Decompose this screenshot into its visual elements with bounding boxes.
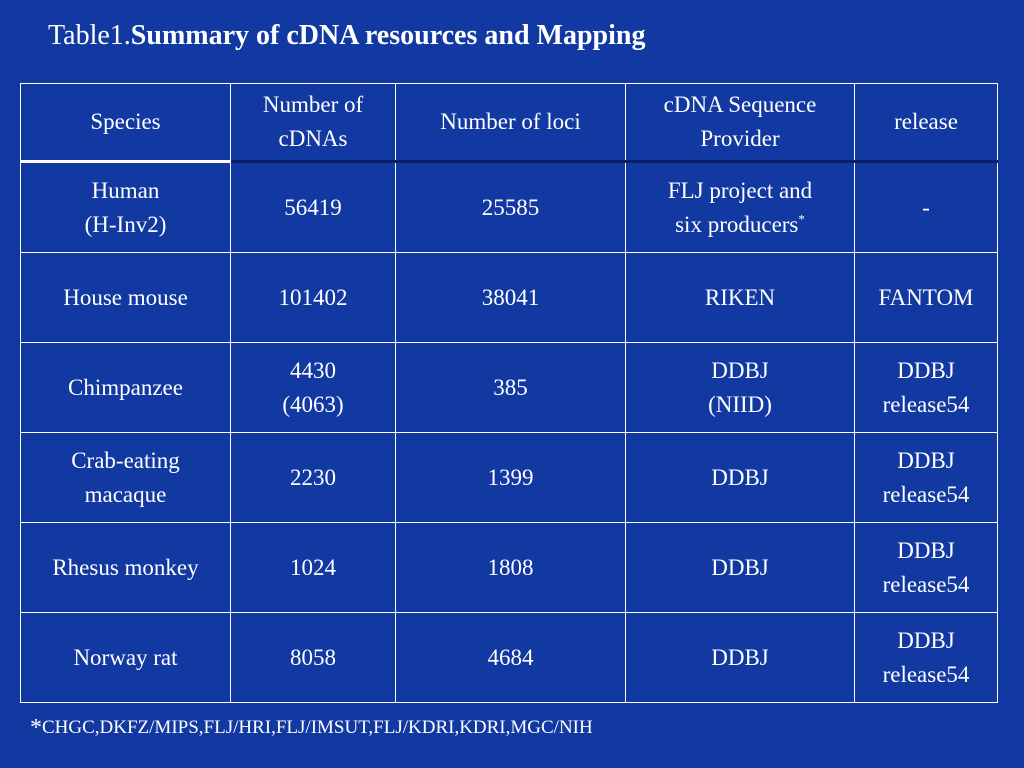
footnote-marker: * xyxy=(30,715,42,741)
footnote xyxy=(30,714,593,742)
header-number-of-loci xyxy=(396,84,626,162)
cell-loci xyxy=(396,433,626,523)
cell-text: 1808 xyxy=(487,554,534,580)
cell-release-line xyxy=(859,534,993,568)
summary-table xyxy=(20,83,998,703)
table-row xyxy=(21,433,998,523)
cell-provider-line xyxy=(630,461,850,495)
page-title xyxy=(48,18,645,54)
cell-text: release54 xyxy=(882,571,970,597)
cell-cdnas xyxy=(231,433,396,523)
cell-release-line xyxy=(859,658,993,692)
cell-text: (4063) xyxy=(282,391,344,417)
header-number-of-loci-line: Number of loci xyxy=(440,109,581,134)
cell-text: Chimpanzee xyxy=(68,374,183,400)
cell-text: 38041 xyxy=(481,284,540,310)
cell-species-line xyxy=(25,208,226,242)
cell-provider-line xyxy=(630,281,850,315)
cell-species xyxy=(21,433,231,523)
cell-loci-line xyxy=(400,371,621,405)
cell-loci xyxy=(396,253,626,343)
cell-release xyxy=(855,433,998,523)
cell-provider-line xyxy=(630,388,850,422)
cell-text: DDBJ xyxy=(897,537,955,563)
cell-text: 1024 xyxy=(290,554,336,580)
cell-loci xyxy=(396,343,626,433)
cell-provider-line xyxy=(630,641,850,675)
cell-cdnas-line xyxy=(235,191,391,225)
cell-text: FLJ project and xyxy=(667,177,813,203)
cell-species-line xyxy=(25,281,226,315)
cell-cdnas-line xyxy=(235,388,391,422)
footnote-text: CHGC,DKFZ/MIPS,FLJ/HRI,FLJ/IMSUT,FLJ/KDRI,KDRI,MGC/NIH xyxy=(42,717,593,738)
cell-loci xyxy=(396,162,626,253)
cell-provider xyxy=(626,523,855,613)
cell-species xyxy=(21,523,231,613)
cell-loci-line xyxy=(400,281,621,315)
cell-cdnas-line xyxy=(235,354,391,388)
cell-species xyxy=(21,343,231,433)
cell-species xyxy=(21,162,231,253)
cell-text: Human xyxy=(91,177,160,203)
header-species-line: Species xyxy=(90,109,161,134)
cell-text: 8058 xyxy=(290,644,336,670)
cell-loci xyxy=(396,613,626,703)
title-main: Summary of cDNA resources and Mapping xyxy=(130,20,646,51)
cell-provider-line xyxy=(630,354,850,388)
cell-release-line xyxy=(859,444,993,478)
title-prefix: Table1. xyxy=(48,20,131,51)
cell-cdnas-line xyxy=(235,551,391,585)
table-body xyxy=(21,162,998,703)
cell-release xyxy=(855,523,998,613)
header-number-of-cdnas-line: Number of xyxy=(262,92,364,117)
cell-text: DDBJ xyxy=(711,554,769,580)
cell-cdnas xyxy=(231,343,396,433)
header-species xyxy=(21,84,231,162)
cell-provider-line xyxy=(630,208,850,242)
table-row xyxy=(21,343,998,433)
cell-text: DDBJ xyxy=(711,464,769,490)
cell-species xyxy=(21,253,231,343)
cell-text: (H-Inv2) xyxy=(84,211,167,237)
cell-provider-line xyxy=(630,551,850,585)
cell-text: DDBJ xyxy=(897,447,955,473)
cell-provider-line xyxy=(630,174,850,208)
table-row xyxy=(21,253,998,343)
cell-cdnas-line xyxy=(235,461,391,495)
cell-text: 2230 xyxy=(290,464,336,490)
header-cdna-sequence-provider-line: Provider xyxy=(700,126,780,151)
cell-release-line xyxy=(859,191,993,225)
cell-text: RIKEN xyxy=(704,284,776,310)
cell-text: (NIID) xyxy=(708,391,772,417)
cell-text: 56419 xyxy=(284,194,342,220)
cell-release xyxy=(855,253,998,343)
cell-loci-line xyxy=(400,641,621,675)
cell-cdnas-line xyxy=(235,281,391,315)
header-release-line: release xyxy=(894,109,958,134)
table-header xyxy=(21,84,998,162)
cell-loci-line xyxy=(400,461,621,495)
cell-text: 101402 xyxy=(278,284,348,310)
cell-text: release54 xyxy=(882,661,970,687)
cell-release-line xyxy=(859,568,993,602)
cell-text: DDBJ xyxy=(897,357,955,383)
cell-release-line xyxy=(859,478,993,512)
cell-loci-line xyxy=(400,191,621,225)
cell-release xyxy=(855,613,998,703)
cell-cdnas xyxy=(231,162,396,253)
cell-cdnas xyxy=(231,523,396,613)
cell-text: Rhesus monkey xyxy=(52,554,199,580)
cell-text: macaque xyxy=(84,481,167,507)
table-row xyxy=(21,523,998,613)
cell-text: House mouse xyxy=(63,284,188,310)
cell-cdnas-line xyxy=(235,641,391,675)
cell-text: six producers xyxy=(675,211,799,237)
cell-release-line xyxy=(859,281,993,315)
cell-text: 4430 xyxy=(290,357,336,383)
cell-species-line xyxy=(25,478,226,512)
header-release xyxy=(855,84,998,162)
cell-release-line xyxy=(859,388,993,422)
table-row xyxy=(21,613,998,703)
cell-species-line xyxy=(25,174,226,208)
cell-text: DDBJ xyxy=(711,357,769,383)
footnote-reference-marker: * xyxy=(798,210,805,226)
cell-cdnas xyxy=(231,613,396,703)
cell-species xyxy=(21,613,231,703)
cell-release xyxy=(855,162,998,253)
cell-loci-line xyxy=(400,551,621,585)
cell-loci xyxy=(396,523,626,613)
cell-text: DDBJ xyxy=(897,627,955,653)
table-row xyxy=(21,162,998,253)
cell-release-line xyxy=(859,624,993,658)
cell-text: FANTOM xyxy=(878,284,974,310)
header-row xyxy=(21,84,998,162)
cell-release xyxy=(855,343,998,433)
cell-text: 1399 xyxy=(487,464,534,490)
cell-text: - xyxy=(922,194,930,220)
cell-provider xyxy=(626,613,855,703)
header-number-of-cdnas xyxy=(231,84,396,162)
cell-text: release54 xyxy=(882,391,970,417)
cell-text: Norway rat xyxy=(73,644,178,670)
cell-provider xyxy=(626,433,855,523)
cell-cdnas xyxy=(231,253,396,343)
header-cdna-sequence-provider-line: cDNA Sequence xyxy=(663,92,817,117)
cell-provider xyxy=(626,253,855,343)
cell-provider xyxy=(626,343,855,433)
cell-text: 385 xyxy=(493,374,528,400)
cell-text: DDBJ xyxy=(711,644,769,670)
cell-text: 25585 xyxy=(481,194,540,220)
header-number-of-cdnas-line: cDNAs xyxy=(278,126,348,151)
cell-text: Crab-eating xyxy=(71,447,180,473)
cell-provider xyxy=(626,162,855,253)
cell-species-line xyxy=(25,551,226,585)
header-cdna-sequence-provider xyxy=(626,84,855,162)
cell-species-line xyxy=(25,641,226,675)
cell-release-line xyxy=(859,354,993,388)
cell-text: release54 xyxy=(882,481,970,507)
cell-text: 4684 xyxy=(487,644,534,670)
cell-species-line xyxy=(25,371,226,405)
cell-species-line xyxy=(25,444,226,478)
